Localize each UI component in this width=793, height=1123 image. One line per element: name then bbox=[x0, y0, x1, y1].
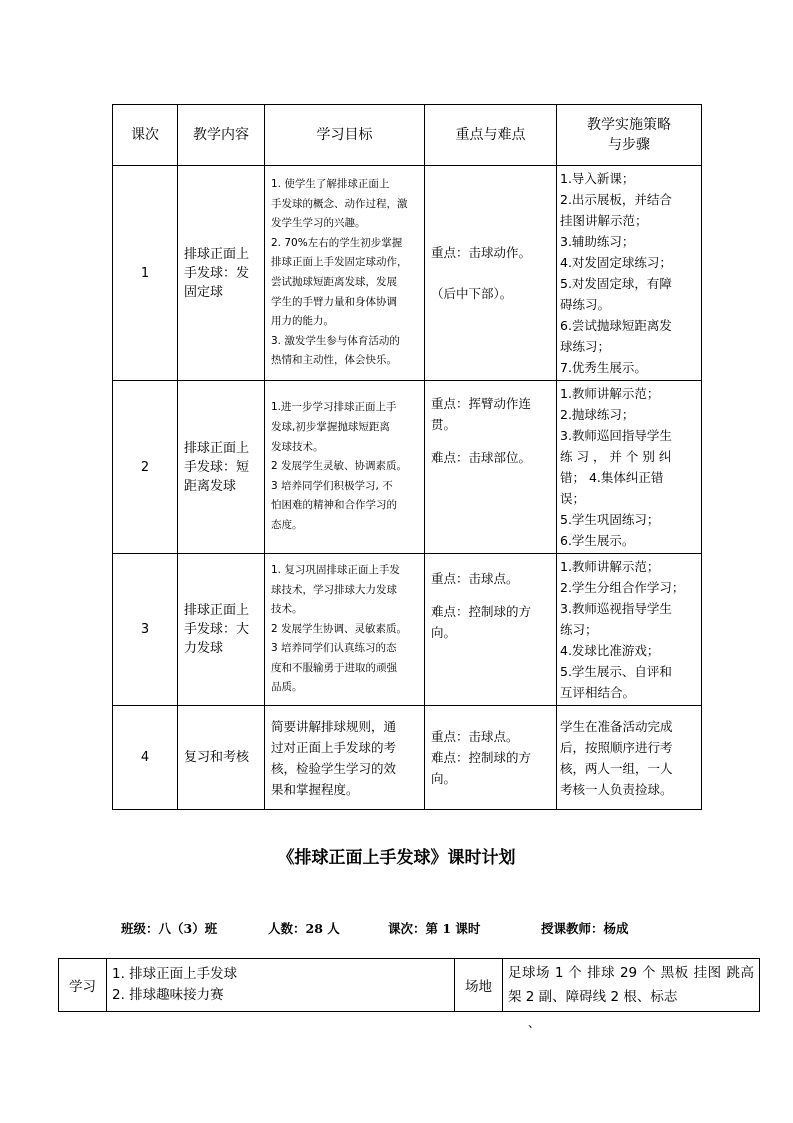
plan-table bbox=[58, 958, 760, 1012]
step-line: 考核一人负责捡球。 bbox=[560, 781, 673, 797]
step-line: 挂图讲解示范； bbox=[560, 213, 648, 228]
lesson-number: 3 bbox=[113, 554, 178, 706]
header-lesson-no: 课次 bbox=[113, 105, 178, 166]
key-points bbox=[425, 706, 557, 810]
key-points bbox=[425, 554, 557, 706]
teaching-steps bbox=[557, 554, 702, 706]
learning-goals bbox=[265, 166, 425, 381]
step-line: 误； bbox=[560, 491, 586, 506]
goal-line: 1. 使学生了解排球正面上 bbox=[271, 178, 390, 191]
venue-label: 场地 bbox=[455, 959, 503, 1012]
teaching-steps bbox=[557, 706, 702, 810]
difficulty-line: 难点：控制球的方向。 bbox=[431, 750, 532, 786]
header-key-points: 重点与难点 bbox=[425, 105, 557, 166]
goal-line: 发球技术。 bbox=[271, 440, 324, 453]
header-strategy bbox=[557, 105, 702, 166]
step-line: 3.教师巡视指导学生 bbox=[560, 601, 672, 616]
difficulty-line: 难点：控制球的方向。 bbox=[431, 604, 532, 640]
lesson-number: 1 bbox=[113, 166, 178, 381]
header-strategy-line1: 教学实施策略 bbox=[587, 117, 671, 133]
lesson-content: 排球正面上手发球：发固定球 bbox=[178, 166, 265, 381]
key-point-line: 重点：击球点。 bbox=[431, 571, 519, 586]
step-line: 练习； bbox=[560, 622, 598, 637]
step-line: 错； 4.集体纠正错 bbox=[560, 470, 664, 485]
table-row bbox=[113, 706, 702, 810]
header-strategy-line2: 与步骤 bbox=[608, 137, 650, 153]
step-line: 5.学生展示、自评和 bbox=[560, 664, 672, 679]
header-goals: 学习目标 bbox=[265, 105, 425, 166]
step-line: 1.教师讲解示范； bbox=[560, 386, 660, 401]
goal-line: 手发球的概念、动作过程，激 bbox=[271, 197, 408, 210]
goal-line: 球技术，学习排球大力发球 bbox=[271, 583, 397, 596]
step-line: 互评相结合。 bbox=[560, 685, 636, 700]
step-line: 球练习； bbox=[560, 339, 611, 354]
goal-line: 2 发展学生灵敏、协调素质。 bbox=[271, 460, 408, 473]
goal-line: 果和掌握程度。 bbox=[271, 781, 359, 797]
goal-line: 怕困难的精神和合作学习的 bbox=[271, 499, 397, 512]
goal-line: 发学生学习的兴趣。 bbox=[271, 217, 366, 230]
table-row bbox=[113, 381, 702, 554]
lesson-content: 排球正面上手发球：大力发球 bbox=[178, 554, 265, 706]
goal-line: 1. 复习巩固排球正面上手发 bbox=[271, 563, 400, 576]
goal-line: 品质。 bbox=[271, 681, 303, 694]
step-line: 6.尝试抛球短距离发 bbox=[560, 318, 672, 333]
teaching-steps bbox=[557, 166, 702, 381]
step-line: 3.辅助练习； bbox=[560, 234, 635, 249]
key-points bbox=[425, 166, 557, 381]
lesson-content: 复习和考核 bbox=[178, 706, 265, 810]
goal-line: 度和不服输勇于进取的顽强 bbox=[271, 661, 397, 674]
step-line: 碍练习。 bbox=[560, 297, 611, 312]
goal-line: 技术。 bbox=[271, 603, 303, 616]
plan-title: 《排球正面上手发球》课时计划 bbox=[277, 848, 516, 868]
step-line: 2.抛球练习； bbox=[560, 407, 635, 422]
class-info: 班级：八（3）班 bbox=[121, 921, 218, 936]
step-line: 核，两人一组，一人 bbox=[560, 760, 673, 776]
learning-goals bbox=[265, 381, 425, 554]
goal-line: 尝试抛球短距离发球，发展 bbox=[271, 276, 397, 288]
list-item: 2. 排球趣味接力赛 bbox=[112, 987, 224, 1003]
key-point-line: 重点：挥臂动作连贯。 bbox=[431, 396, 532, 432]
goal-line: 1.进一步学习排球正面上手 bbox=[271, 401, 397, 414]
key-points bbox=[425, 381, 557, 554]
goal-line: 热情和主动性，体会快乐。 bbox=[271, 354, 397, 367]
study-items bbox=[107, 959, 455, 1012]
goal-line: 用力的能力。 bbox=[271, 315, 334, 328]
goal-line: 3 培养同学们积极学习, 不 bbox=[271, 479, 393, 492]
goal-line: 简要讲解排球规则，通 bbox=[271, 718, 397, 734]
step-line: 5.学生巩固练习； bbox=[560, 512, 660, 527]
lesson-info: 课次：第 1 课时 bbox=[388, 921, 481, 936]
lesson-number: 2 bbox=[113, 381, 178, 554]
key-point-line: 重点：击球动作。 bbox=[431, 245, 532, 260]
table-row bbox=[113, 166, 702, 381]
lesson-number: 4 bbox=[113, 706, 178, 810]
key-point-line: 重点：击球点。 bbox=[431, 729, 519, 744]
step-line: 练 习 ， 并 个 别 纠 bbox=[560, 449, 672, 464]
goal-line: 2 发展学生协调、灵敏素质。 bbox=[271, 622, 408, 635]
step-line: 1.导入新课； bbox=[560, 171, 635, 186]
lesson-content: 排球正面上手发球：短距离发球 bbox=[178, 381, 265, 554]
step-line: 6.学生展示。 bbox=[560, 533, 635, 548]
lesson-schedule-table bbox=[112, 104, 702, 810]
table-row bbox=[59, 959, 760, 1012]
trailing-mark: 、 bbox=[528, 1016, 541, 1030]
difficulty-line: （后中下部）。 bbox=[431, 286, 513, 301]
step-line: 4.发球比准游戏； bbox=[560, 643, 660, 658]
list-item: 1. 排球正面上手发球 bbox=[112, 966, 238, 982]
learning-goals bbox=[265, 554, 425, 706]
step-line: 4.对发固定球练习； bbox=[560, 255, 672, 270]
step-line: 7.优秀生展示。 bbox=[560, 360, 647, 375]
student-count: 人数：28 人 bbox=[268, 921, 340, 936]
goal-line: 排球正面上手发固定球动作， bbox=[271, 256, 408, 269]
step-line: 2.出示展板，并结合 bbox=[560, 192, 672, 207]
goal-line: 态度。 bbox=[271, 518, 303, 531]
learning-goals bbox=[265, 706, 425, 810]
goal-line: 发球,初步掌握抛球短距离 bbox=[271, 421, 390, 434]
step-line: 3.教师巡回指导学生 bbox=[560, 428, 672, 443]
step-line: 后，按照顺序进行考 bbox=[560, 739, 673, 755]
header-row bbox=[113, 105, 702, 166]
venue-equipment: 足球场 1 个 排球 29 个 黑板 挂图 跳高架 2 副、障碍线 2 根、标志 bbox=[503, 959, 760, 1012]
teaching-steps bbox=[557, 381, 702, 554]
step-line: 学生在准备活动完成 bbox=[560, 718, 673, 734]
goal-line: 3 培养同学们认真练习的态 bbox=[271, 642, 397, 655]
step-line: 5.对发固定球，有障 bbox=[560, 276, 672, 291]
goal-line: 3. 激发学生参与体育活动的 bbox=[271, 334, 400, 347]
goal-line: 核，检验学生学习的效 bbox=[271, 760, 397, 776]
header-content: 教学内容 bbox=[178, 105, 265, 166]
goal-line: 学生的手臂力量和身体协调 bbox=[271, 295, 397, 308]
step-line: 1.教师讲解示范； bbox=[560, 559, 660, 574]
difficulty-line: 难点：击球部位。 bbox=[431, 450, 532, 465]
study-label: 学习 bbox=[59, 959, 107, 1012]
goal-line: 2. 70%左右的学生初步掌握 bbox=[271, 236, 403, 249]
table-row bbox=[113, 554, 702, 706]
goal-line: 过对正面上手发球的考 bbox=[271, 739, 397, 755]
step-line: 2.学生分组合作学习； bbox=[560, 580, 685, 595]
teacher-info: 授课教师：杨成 bbox=[541, 921, 629, 936]
